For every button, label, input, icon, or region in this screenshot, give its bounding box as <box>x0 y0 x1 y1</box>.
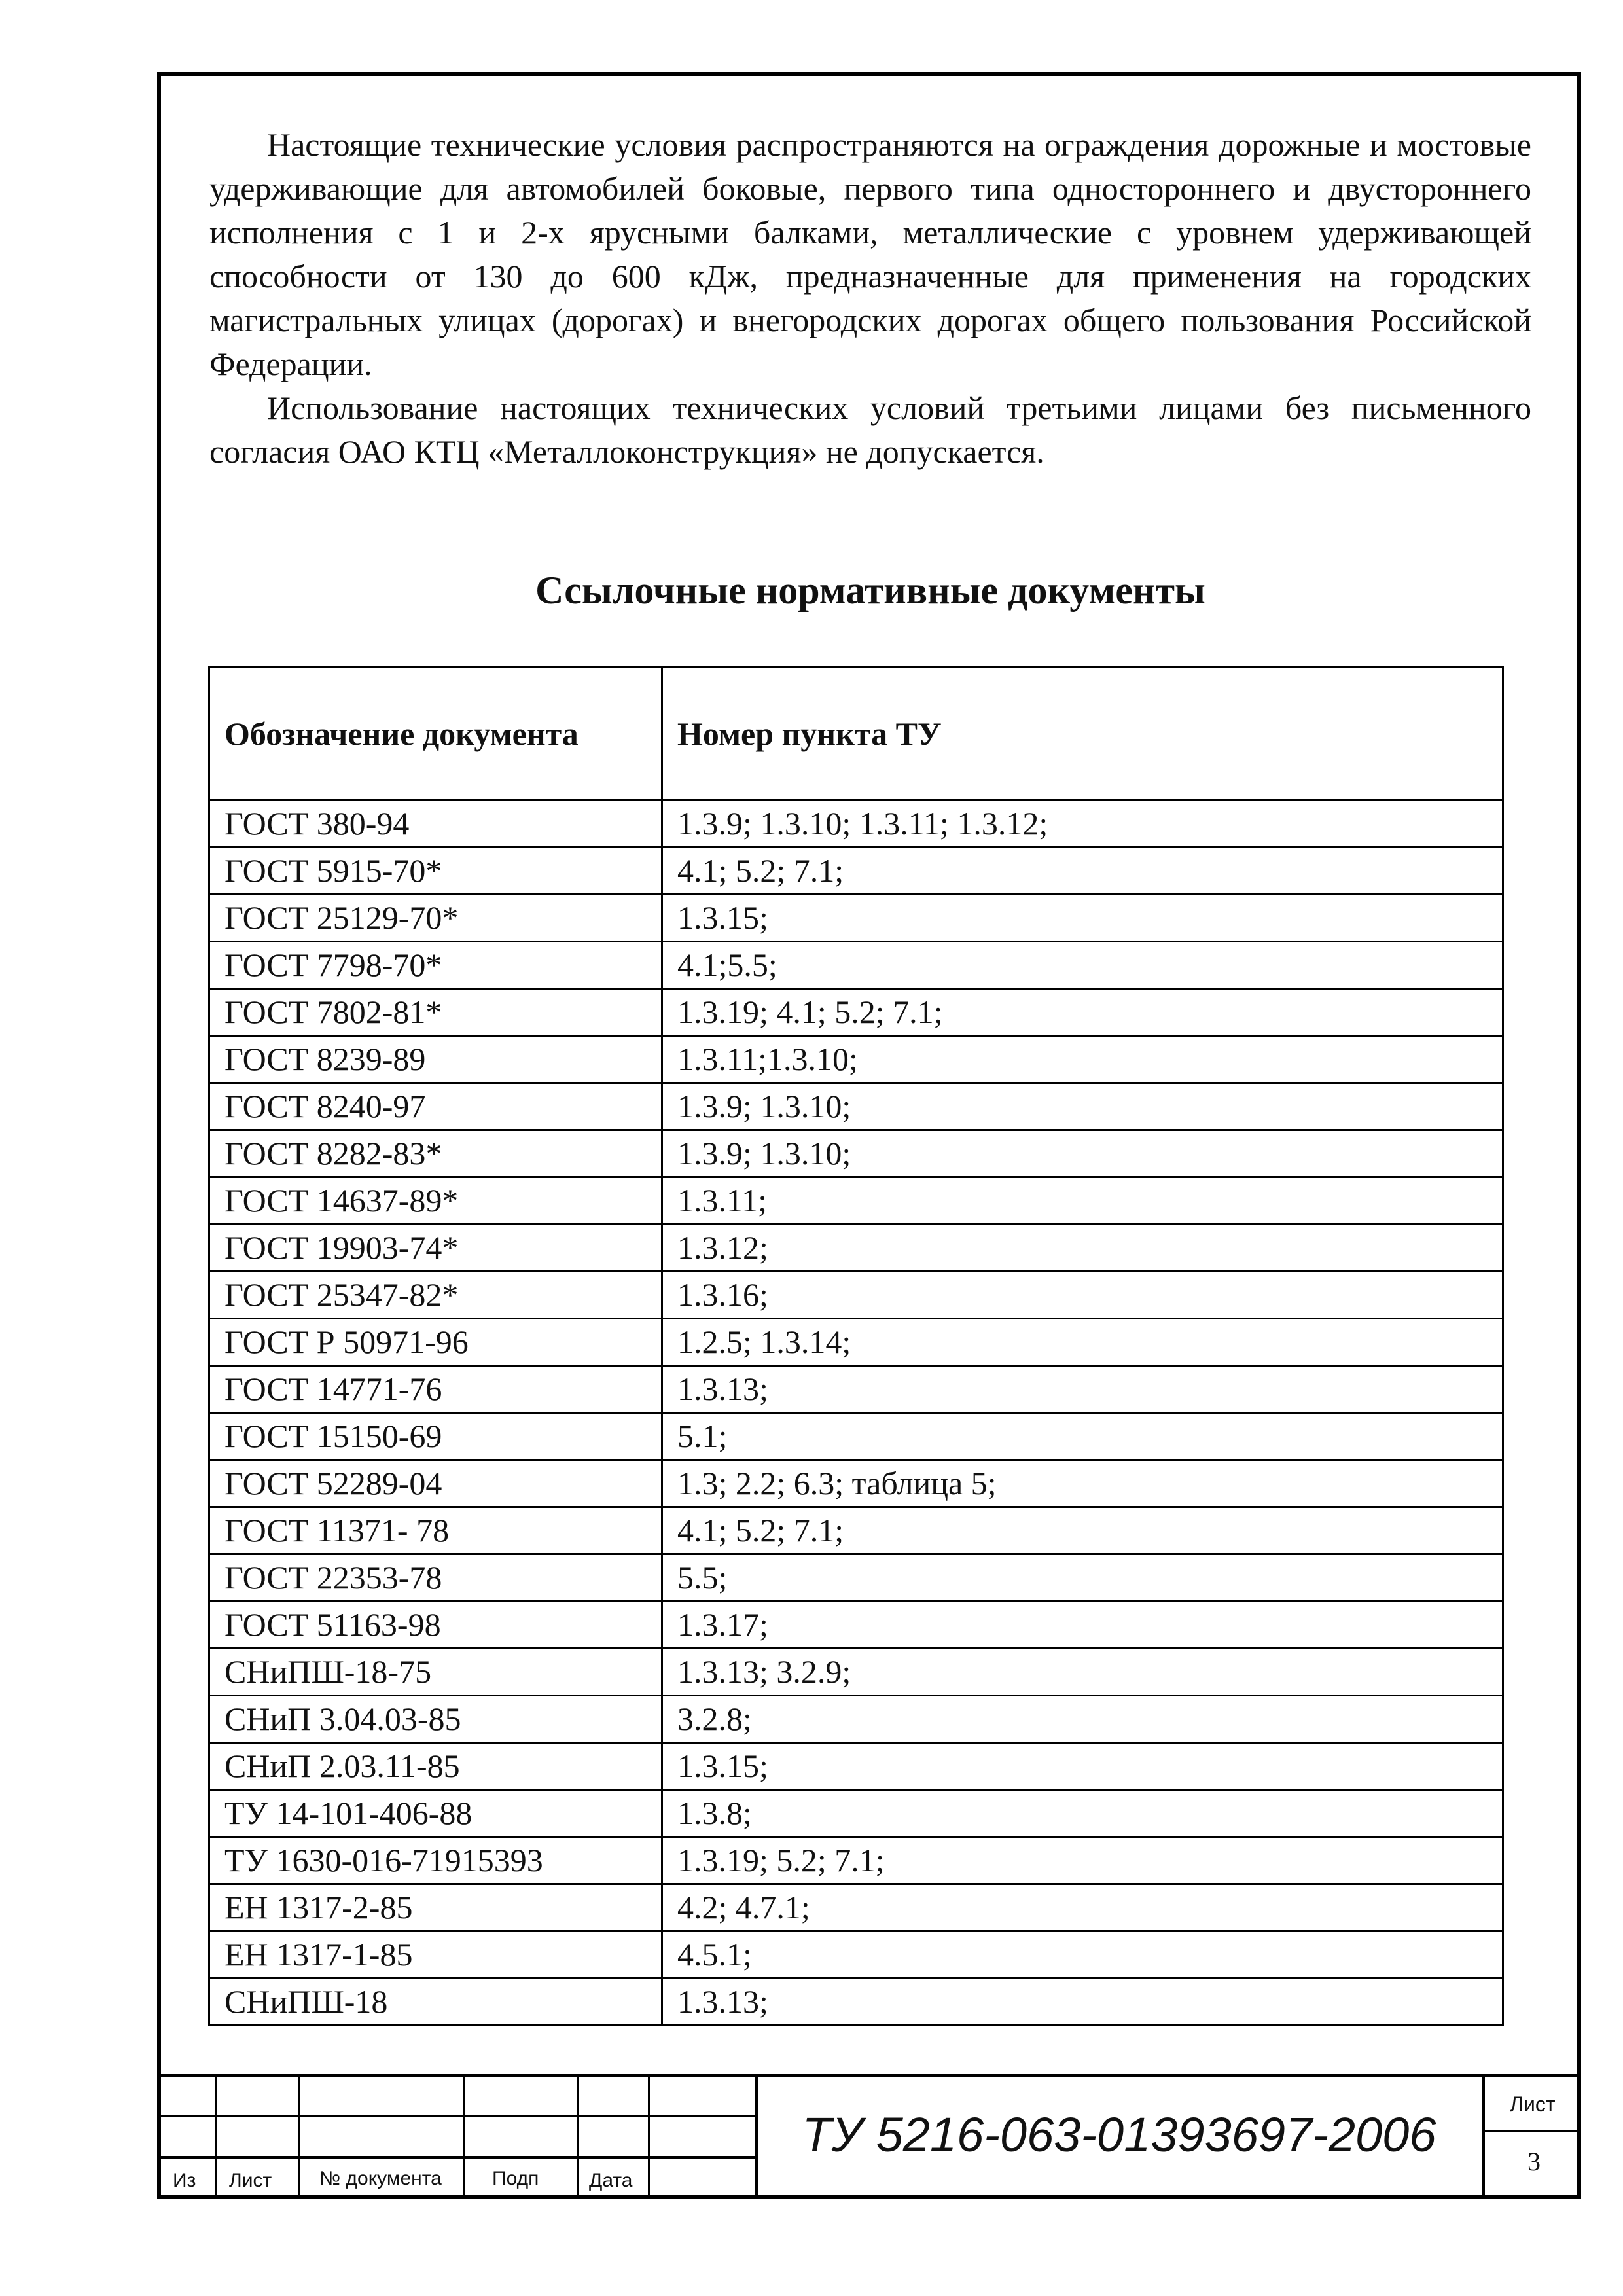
clause-numbers: 1.3.13; 3.2.9; <box>662 1649 1503 1696</box>
document-designation: ГОСТ 14771-76 <box>209 1366 662 1413</box>
document-designation: ГОСТ 51163-98 <box>209 1602 662 1649</box>
clause-numbers: 1.3.15; <box>662 1743 1503 1790</box>
clause-numbers: 4.5.1; <box>662 1931 1503 1979</box>
sheet-number: 3 <box>1527 2147 1541 2176</box>
table-row <box>209 1413 1503 1460</box>
label-sheet: Лист <box>229 2170 272 2191</box>
label-signature: Подп <box>492 2168 539 2189</box>
table-header-row <box>209 668 1503 800</box>
document-designation: ГОСТ 25129-70* <box>209 895 662 942</box>
document-designation: ТУ 1630-016-71915393 <box>209 1837 662 1884</box>
table-row <box>209 1837 1503 1884</box>
intro-text <box>209 123 1531 474</box>
clause-numbers: 1.3.9; 1.3.10; <box>662 1083 1503 1130</box>
table-row <box>209 1790 1503 1837</box>
clause-numbers: 1.3.12; <box>662 1225 1503 1272</box>
clause-numbers: 1.3.8; <box>662 1790 1503 1837</box>
clause-numbers: 5.5; <box>662 1554 1503 1602</box>
table-row <box>209 1225 1503 1272</box>
document-designation: ГОСТ 8240-97 <box>209 1083 662 1130</box>
document-designation: ГОСТ 22353-78 <box>209 1554 662 1602</box>
title-block <box>157 2074 1581 2199</box>
section-title: Ссылочные нормативные документы <box>535 569 1205 612</box>
clause-numbers: 3.2.8; <box>662 1696 1503 1743</box>
document-designation: ГОСТ 8282-83* <box>209 1130 662 1177</box>
table-row <box>209 1884 1503 1931</box>
document-designation: ГОСТ 380-94 <box>209 800 662 848</box>
document-designation: ЕН 1317-1-85 <box>209 1931 662 1979</box>
document-designation: ГОСТ 7798-70* <box>209 942 662 989</box>
clause-numbers: 4.2; 4.7.1; <box>662 1884 1503 1931</box>
document-designation: СНиПШ-18 <box>209 1979 662 2026</box>
clause-numbers: 1.3.9; 1.3.10; 1.3.11; 1.3.12; <box>662 800 1503 848</box>
reference-documents-table <box>208 666 1504 2026</box>
document-designation: ГОСТ 11371- 78 <box>209 1507 662 1554</box>
document-code: ТУ 5216-063-01393697-2006 <box>802 2108 1436 2162</box>
table-row <box>209 1931 1503 1979</box>
label-document-number: № документа <box>319 2168 442 2189</box>
document-designation: ГОСТ Р 50971-96 <box>209 1319 662 1366</box>
clause-numbers: 1.3.19; 4.1; 5.2; 7.1; <box>662 989 1503 1036</box>
clause-numbers: 1.3.19; 5.2; 7.1; <box>662 1837 1503 1884</box>
table-row <box>209 848 1503 895</box>
document-designation: ГОСТ 15150-69 <box>209 1413 662 1460</box>
table-row <box>209 1554 1503 1602</box>
document-designation: СНиПШ-18-75 <box>209 1649 662 1696</box>
label-change: Из <box>173 2170 196 2191</box>
clause-numbers: 1.3.11; <box>662 1177 1503 1225</box>
document-designation: ГОСТ 52289-04 <box>209 1460 662 1507</box>
clause-numbers: 1.3.13; <box>662 1366 1503 1413</box>
document-designation: ГОСТ 5915-70* <box>209 848 662 895</box>
document-designation: ГОСТ 19903-74* <box>209 1225 662 1272</box>
document-designation: ГОСТ 7802-81* <box>209 989 662 1036</box>
table-row <box>209 1366 1503 1413</box>
clause-numbers: 1.3; 2.2; 6.3; таблица 5; <box>662 1460 1503 1507</box>
clause-numbers: 1.2.5; 1.3.14; <box>662 1319 1503 1366</box>
clause-numbers: 1.3.16; <box>662 1272 1503 1319</box>
table-row <box>209 1177 1503 1225</box>
document-designation: ТУ 14-101-406-88 <box>209 1790 662 1837</box>
clause-numbers: 4.1;5.5; <box>662 942 1503 989</box>
clause-numbers: 1.3.15; <box>662 895 1503 942</box>
label-date: Дата <box>589 2170 633 2191</box>
header-document-designation: Обозначение документа <box>209 668 662 800</box>
intro-paragraph-2: Использование настоящих технических условий третьими лицами без письменного согласия ОАО КТЦ «Металлоконструкция» не допускается. <box>209 389 1531 470</box>
clause-numbers: 1.3.11;1.3.10; <box>662 1036 1503 1083</box>
table-row <box>209 800 1503 848</box>
table-row <box>209 1743 1503 1790</box>
document-designation: СНиП 3.04.03-85 <box>209 1696 662 1743</box>
table-row <box>209 1979 1503 2026</box>
table-row <box>209 1507 1503 1554</box>
clause-numbers: 4.1; 5.2; 7.1; <box>662 1507 1503 1554</box>
table-row <box>209 1460 1503 1507</box>
document-designation: ГОСТ 8239-89 <box>209 1036 662 1083</box>
table-row <box>209 1083 1503 1130</box>
table-row <box>209 942 1503 989</box>
sheet-label: Лист <box>1510 2092 1556 2116</box>
table-row <box>209 1272 1503 1319</box>
document-designation: СНиП 2.03.11-85 <box>209 1743 662 1790</box>
table-row <box>209 895 1503 942</box>
document-designation: ГОСТ 25347-82* <box>209 1272 662 1319</box>
clause-numbers: 4.1; 5.2; 7.1; <box>662 848 1503 895</box>
document-designation: ЕН 1317-2-85 <box>209 1884 662 1931</box>
header-clause-number: Номер пункта ТУ <box>662 668 1503 800</box>
document-designation: ГОСТ 14637-89* <box>209 1177 662 1225</box>
clause-numbers: 1.3.17; <box>662 1602 1503 1649</box>
intro-paragraph-1: Настоящие технические условия распространяются на ограждения дорожные и мостовые удерживающие для автомобилей боковые, первого типа одностороннего и двустороннего исполнения с 1 и 2-х ярусными балками, металлические с уровнем удерживающей способности от 130 до 600 кДж, предназначенные для применения на городских магистральных улицах (дорогах) и внегородских дорогах общего пользования Российской Федерации. <box>209 126 1531 382</box>
table-row <box>209 1130 1503 1177</box>
clause-numbers: 1.3.13; <box>662 1979 1503 2026</box>
table-row <box>209 1602 1503 1649</box>
table-row <box>209 1319 1503 1366</box>
table-row <box>209 1696 1503 1743</box>
table-row <box>209 1036 1503 1083</box>
table-row <box>209 1649 1503 1696</box>
clause-numbers: 5.1; <box>662 1413 1503 1460</box>
table-row <box>209 989 1503 1036</box>
clause-numbers: 1.3.9; 1.3.10; <box>662 1130 1503 1177</box>
